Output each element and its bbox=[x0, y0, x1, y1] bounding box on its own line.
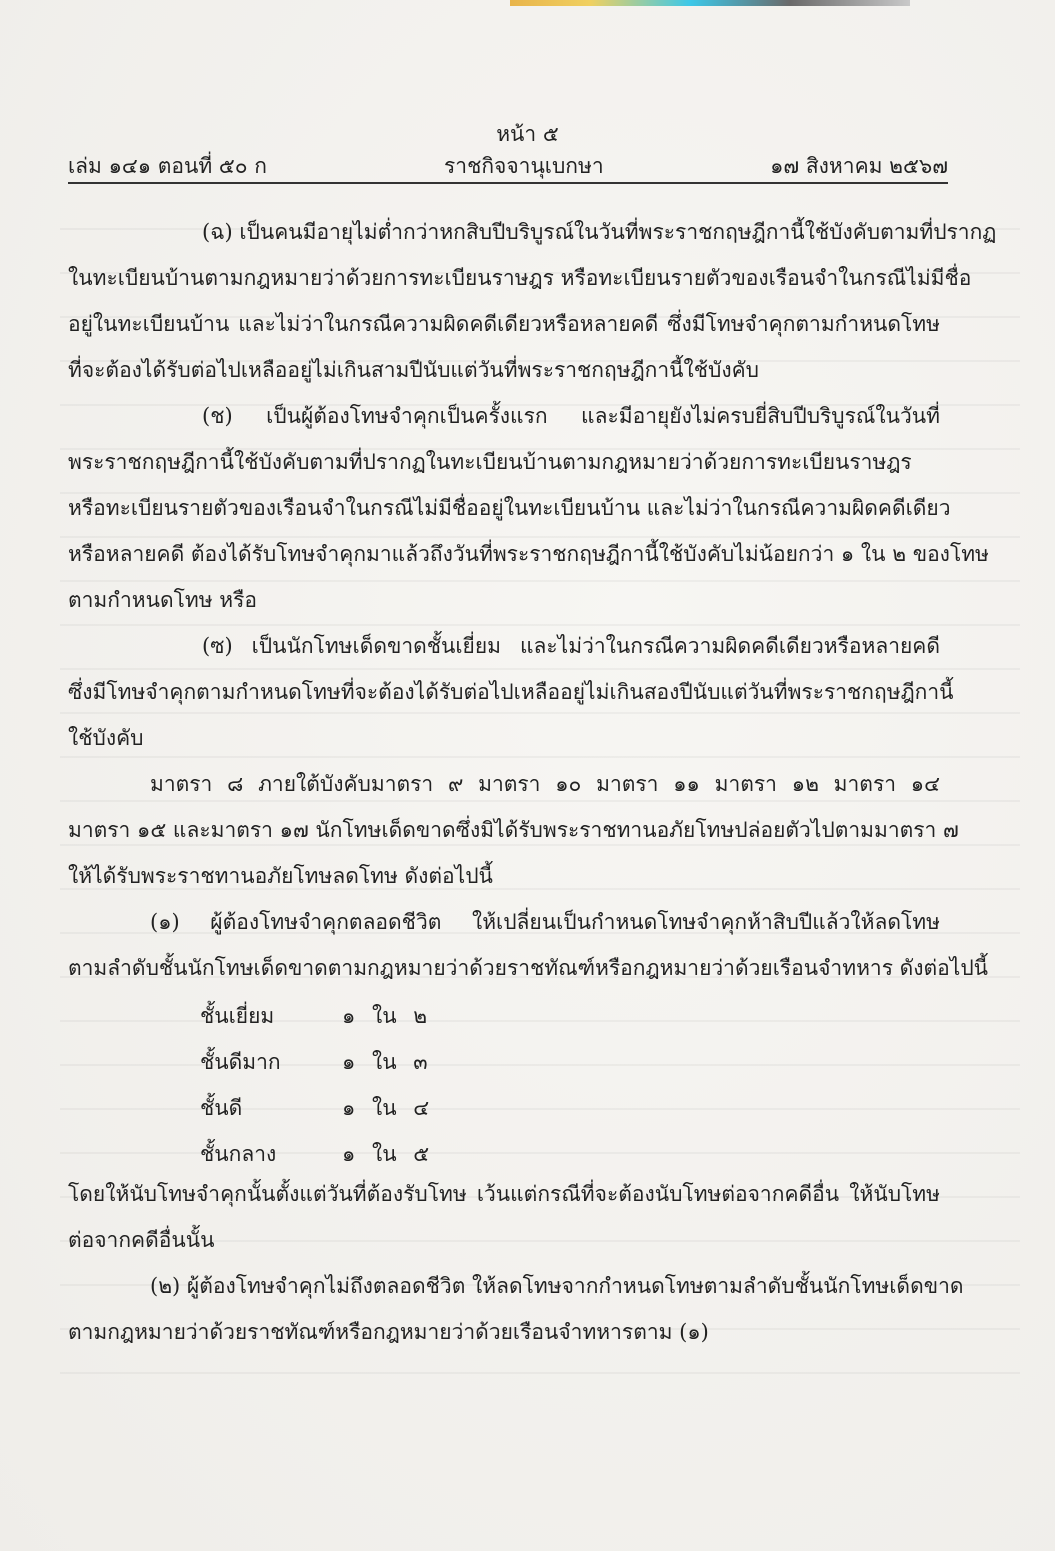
table-row-class: ชั้นเยี่ยม bbox=[200, 1004, 275, 1028]
table-row-class: ชั้นดี bbox=[200, 1096, 243, 1120]
table-row-class: ชั้นดีมาก bbox=[200, 1050, 281, 1074]
text-line: ตามกฎหมายว่าด้วยราชทัณฑ์หรือกฎหมายว่าด้วยเรือนจำทหารตาม (๑) bbox=[68, 1320, 709, 1344]
text-line: ใช้บังคับ bbox=[68, 726, 144, 750]
table-row-ratio: ๑ ใน ๔ bbox=[342, 1096, 430, 1120]
text-line: ตามลำดับชั้นนักโทษเด็ดขาดตามกฎหมายว่าด้วยราชทัณฑ์หรือกฎหมายว่าด้วยเรือนจำทหาร ดังต่อไปนี้ bbox=[68, 956, 989, 980]
text-line: มาตรา ๑๕ และมาตรา ๑๗ นักโทษเด็ดขาดซึ่งมิได้รับพระราชทานอภัยโทษปล่อยตัวไปตามมาตรา ๗ bbox=[68, 818, 959, 842]
header-rule bbox=[68, 182, 948, 184]
text-line: (ฉ) เป็นคนมีอายุไม่ต่ำกว่าหกสิบปีบริบูรณ์ในวันที่พระราชกฤษฎีกานี้ใช้บังคับตามที่ปรากฏ bbox=[202, 220, 997, 244]
page-header bbox=[68, 150, 948, 182]
text-line: ที่จะต้องได้รับต่อไปเหลืออยู่ไม่เกินสามปีนับแต่วันที่พระราชกฤษฎีกานี้ใช้บังคับ bbox=[68, 358, 760, 382]
text-line: หรือทะเบียนรายตัวของเรือนจำในกรณีไม่มีชื่ออยู่ในทะเบียนบ้าน และไม่ว่าในกรณีความผิดคดีเดียว bbox=[68, 496, 951, 520]
text-line: ซึ่งมีโทษจำคุกตามกำหนดโทษที่จะต้องได้รับต่อไปเหลืออยู่ไม่เกินสองปีนับแต่วันที่พระราชกฤษฎีกานี้ bbox=[68, 680, 954, 704]
gazette-title: ราชกิจจานุเบกษา bbox=[444, 154, 604, 178]
text-line: (๑) ผู้ต้องโทษจำคุกตลอดชีวิต ให้เปลี่ยนเป็นกำหนดโทษจำคุกห้าสิบปีแล้วให้ลดโทษ bbox=[150, 910, 940, 934]
text-line: อยู่ในทะเบียนบ้าน และไม่ว่าในกรณีความผิดคดีเดียวหรือหลายคดี ซึ่งมีโทษจำคุกตามกำหนดโทษ bbox=[68, 312, 940, 336]
text-line: โดยให้นับโทษจำคุกนั้นตั้งแต่วันที่ต้องรับโทษ เว้นแต่กรณีที่จะต้องนับโทษต่อจากคดีอื่น ให้นับโทษ bbox=[68, 1182, 940, 1206]
table-row-ratio: ๑ ใน ๕ bbox=[342, 1142, 430, 1166]
table-row-ratio: ๑ ใน ๒ bbox=[342, 1004, 428, 1028]
text-line: ต่อจากคดีอื่นนั้น bbox=[68, 1228, 215, 1252]
text-line: พระราชกฤษฎีกานี้ใช้บังคับตามที่ปรากฏในทะเบียนบ้านตามกฎหมายว่าด้วยการทะเบียนราษฎร bbox=[68, 450, 912, 474]
text-line: ในทะเบียนบ้านตามกฎหมายว่าด้วยการทะเบียนราษฎร หรือทะเบียนรายตัวของเรือนจำในกรณีไม่มีชื่อ bbox=[68, 266, 972, 290]
photo-edge-strip bbox=[510, 0, 910, 6]
page-number: หน้า ๕ bbox=[496, 122, 559, 146]
text-line: หรือหลายคดี ต้องได้รับโทษจำคุกมาแล้วถึงวันที่พระราชกฤษฎีกานี้ใช้บังคับไม่น้อยกว่า ๑ ใน ๒ ของโทษ bbox=[68, 542, 989, 566]
table-row-class: ชั้นกลาง bbox=[200, 1142, 277, 1166]
table-row-ratio: ๑ ใน ๓ bbox=[342, 1050, 428, 1074]
volume-issue: เล่ม ๑๔๑ ตอนที่ ๕๐ ก bbox=[68, 154, 268, 178]
publication-date: ๑๗ สิงหาคม ๒๕๖๗ bbox=[770, 154, 948, 178]
text-line: ตามกำหนดโทษ หรือ bbox=[68, 588, 257, 612]
text-line: (๒) ผู้ต้องโทษจำคุกไม่ถึงตลอดชีวิต ให้ลดโทษจากกำหนดโทษตามลำดับชั้นนักโทษเด็ดขาด bbox=[150, 1274, 964, 1298]
section-heading-line: มาตรา ๘ ภายใต้บังคับมาตรา ๙ มาตรา ๑๐ มาตรา ๑๑ มาตรา ๑๒ มาตรา ๑๔ bbox=[150, 772, 940, 796]
text-line: (ซ) เป็นนักโทษเด็ดขาดชั้นเยี่ยม และไม่ว่าในกรณีความผิดคดีเดียวหรือหลายคดี bbox=[202, 634, 940, 658]
text-line: (ช) เป็นผู้ต้องโทษจำคุกเป็นครั้งแรก และมีอายุยังไม่ครบยี่สิบปีบริบูรณ์ในวันที่ bbox=[202, 404, 940, 428]
text-line: ให้ได้รับพระราชทานอภัยโทษลดโทษ ดังต่อไปนี้ bbox=[68, 864, 493, 888]
